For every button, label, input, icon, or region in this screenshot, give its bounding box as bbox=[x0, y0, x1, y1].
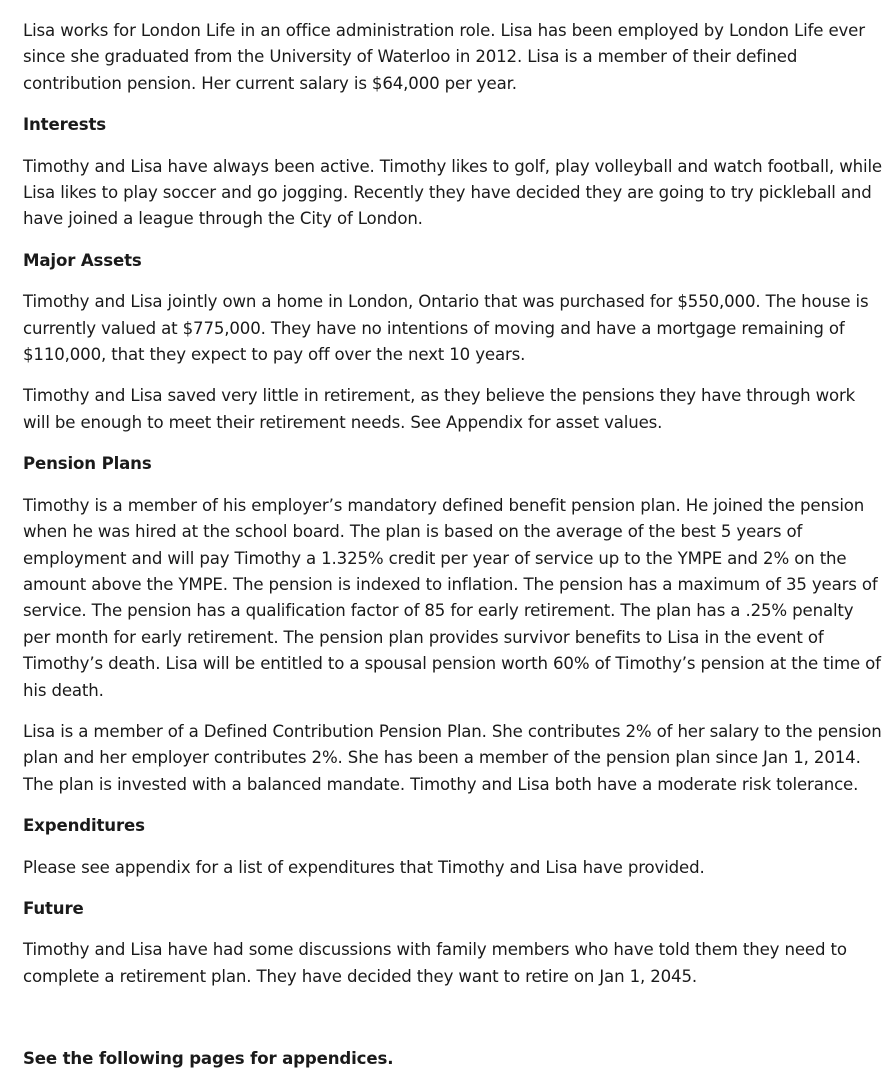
interests-heading: Interests bbox=[23, 115, 106, 135]
future-heading: Future bbox=[23, 898, 84, 918]
expenditures-heading: Expenditures bbox=[23, 816, 145, 836]
major-assets-paragraph-savings: Timothy and Lisa saved very little in retirement, as they believe the pensions they have through work will be enough to meet their retirement needs. See Appendix for asset values. bbox=[23, 386, 856, 432]
expenditures-paragraph: Please see appendix for a list of expenditures that Timothy and Lisa have provided. bbox=[23, 857, 705, 877]
major-assets-paragraph-home: Timothy and Lisa jointly own a home in London, Ontario that was purchased for $550,000. The house is currently valued at $775,000. They have no intentions of moving and have a mortgage remaining of $110,000, that they expect to pay off over the next 10 years. bbox=[23, 292, 869, 365]
appendices-note: See the following pages for appendices. bbox=[23, 1049, 394, 1068]
document-page bbox=[23, 18, 885, 990]
major-assets-heading: Major Assets bbox=[23, 250, 142, 270]
future-paragraph: Timothy and Lisa have had some discussions with family members who have told them they need to complete a retirement plan. They have decided they want to retire on Jan 1, 2045. bbox=[23, 940, 847, 986]
pension-plans-heading: Pension Plans bbox=[23, 454, 152, 474]
intro-paragraph: Lisa works for London Life in an office administration role. Lisa has been employed by London Life ever since she graduated from the University of Waterloo in 2012. Lisa is a member of their defined contribution pension. Her current salary is $64,000 per year. bbox=[23, 21, 865, 93]
interests-paragraph: Timothy and Lisa have always been active. Timothy likes to golf, play volleyball and watch football, while Lisa likes to play soccer and go jogging. Recently they have decided they are going to try pickleball and have joined a league through the City of London. bbox=[23, 156, 882, 229]
pension-plans-paragraph-lisa: Lisa is a member of a Defined Contribution Pension Plan. She contributes 2% of her salary to the pension plan and her employer contributes 2%. She has been a member of the pension plan since Jan 1, 2014. The plan is invested with a balanced mandate. Timothy and Lisa both have a moderate risk tolerance. bbox=[23, 721, 882, 794]
pension-plans-paragraph-timothy: Timothy is a member of his employer’s mandatory defined benefit pension plan. He joined the pension when he was hired at the school board. The plan is based on the average of the best 5 years of employment and will pay Timothy a 1.325% credit per year of service up to the YMPE and 2% on the amount above the YMPE. The pension is indexed to inflation. The pension has a maximum of 35 years of service. The pension has a qualification factor of 85 for early retirement. The plan has a .25% penalty per month for early retirement. The pension plan provides survivor benefits to Lisa in the event of Timothy’s death. Lisa will be entitled to a spousal pension worth 60% of Timothy’s pension at the time of his death. bbox=[23, 495, 881, 700]
